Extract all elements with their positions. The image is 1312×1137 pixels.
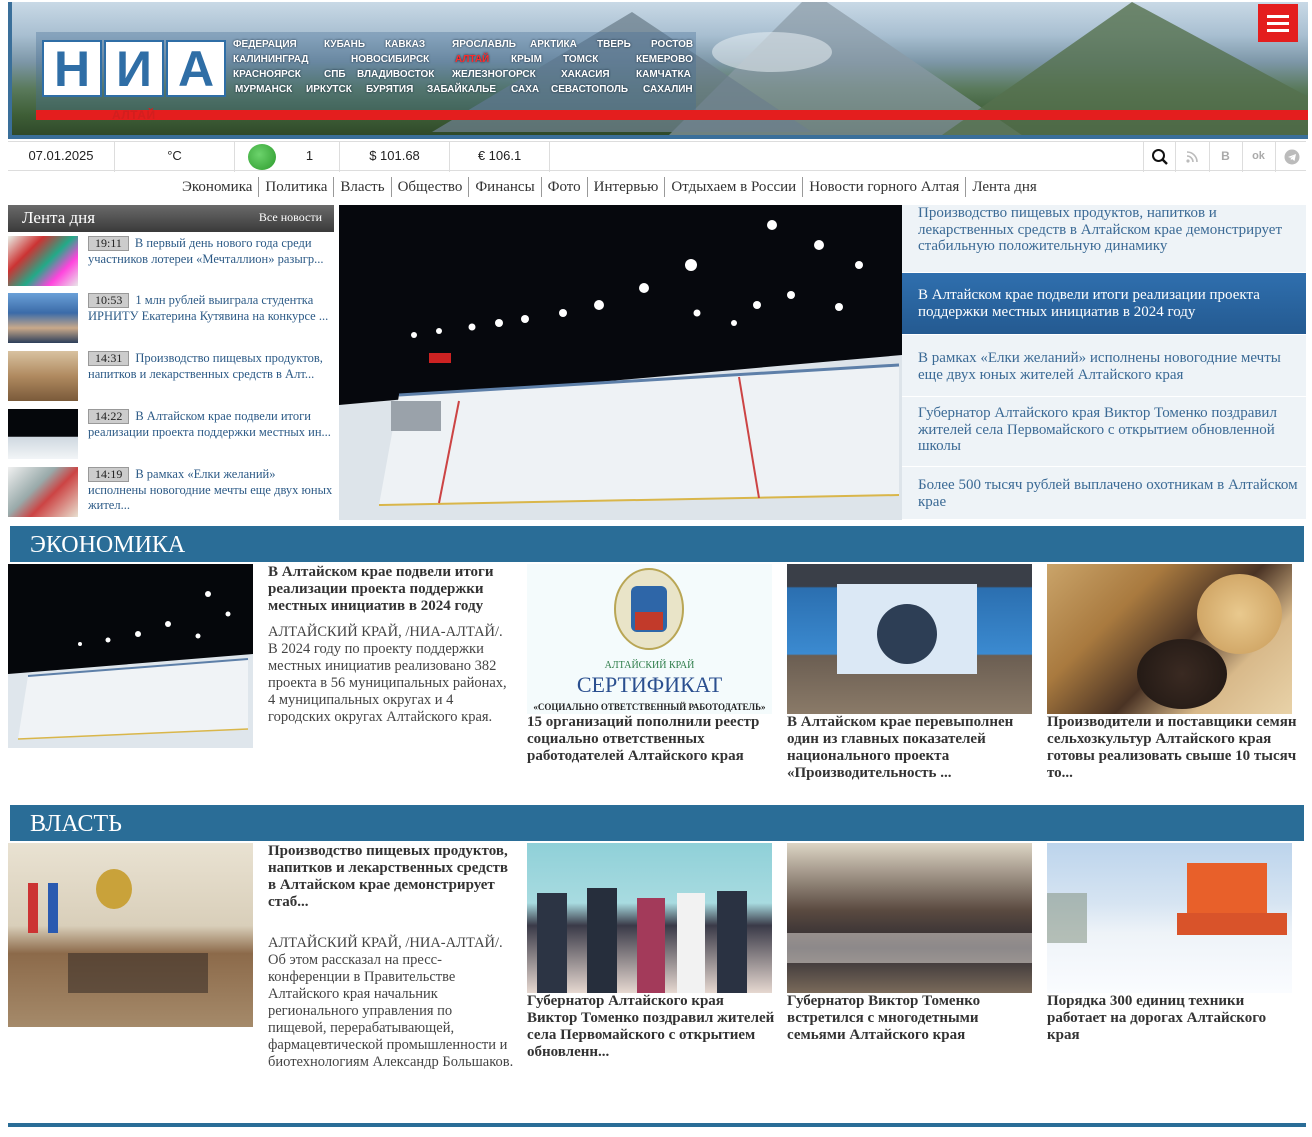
card-image[interactable] bbox=[787, 564, 1032, 714]
section-header-economy[interactable]: ЭКОНОМИКА bbox=[10, 526, 1304, 562]
hero-headlines bbox=[902, 205, 1306, 520]
news-feed-title: Лента дня bbox=[22, 208, 96, 227]
usd-rate: $ 101.68 bbox=[340, 142, 450, 172]
city-link[interactable]: КЕМЕРОВО bbox=[636, 54, 693, 65]
news-feed-text[interactable]: В первый день нового года среди участников лотереи «Мечталлион» разыгр... bbox=[88, 236, 324, 266]
city-link[interactable]: КАМЧАТКА bbox=[636, 69, 691, 80]
nav-altai-news[interactable]: Новости горного Алтая bbox=[803, 177, 966, 197]
city-link[interactable]: ЗАБАЙКАЛЬЕ bbox=[427, 84, 497, 95]
logo-letter-1[interactable]: Н bbox=[42, 40, 102, 97]
all-news-link[interactable]: Все новости bbox=[258, 210, 322, 224]
card-title[interactable]: В Алтайском крае перевыполнен один из главных показателей национального проекта «Производительность ... bbox=[787, 714, 1014, 781]
nav-power[interactable]: Власть bbox=[334, 177, 391, 197]
news-feed-item[interactable] bbox=[8, 409, 334, 461]
hero-headline[interactable]: Производство пищевых продуктов, напитков и лекарственных средств в Алтайском крае демонстрирует стабильную положительную динамику bbox=[902, 205, 1306, 273]
city-link[interactable]: ЖЕЛЕЗНОГОРСК bbox=[452, 69, 536, 80]
main-nav bbox=[176, 177, 1043, 199]
news-feed-header bbox=[8, 205, 334, 232]
news-feed-item[interactable] bbox=[8, 293, 334, 345]
lead-article-image[interactable] bbox=[8, 843, 253, 1027]
news-feed-text[interactable]: В рамках «Елки желаний» исполнены новогодние мечты еще двух юных жител... bbox=[88, 467, 333, 512]
news-time: 14:22 bbox=[88, 409, 129, 424]
city-link[interactable]: ХАКАСИЯ bbox=[561, 69, 610, 80]
city-link[interactable]: СЕВАСТОПОЛЬ bbox=[551, 84, 629, 95]
lead-article-title[interactable]: В Алтайском крае подвели итоги реализации проекта поддержки местных инициатив в 2024 году bbox=[268, 564, 494, 614]
certificate-title: СЕРТИФИКАТ bbox=[576, 672, 723, 697]
city-link[interactable]: АРКТИКА bbox=[530, 39, 577, 50]
nav-photo[interactable]: Фото bbox=[542, 177, 588, 197]
card-title[interactable]: Порядка 300 единиц техники работает на дорогах Алтайского края bbox=[1047, 993, 1267, 1043]
news-feed-item[interactable] bbox=[8, 236, 334, 288]
nav-society[interactable]: Общество bbox=[392, 177, 470, 197]
section-header-power[interactable]: ВЛАСТЬ bbox=[10, 805, 1304, 841]
temperature: °C bbox=[115, 142, 235, 172]
news-feed-item[interactable] bbox=[8, 467, 334, 519]
news-feed-text[interactable]: 1 млн рублей выиграла студентка ИРНИТУ Екатерина Кутявина на конкурсе ... bbox=[88, 293, 329, 323]
news-time: 14:19 bbox=[88, 467, 129, 482]
city-link[interactable]: ФЕДЕРАЦИЯ bbox=[233, 39, 297, 50]
nav-economy[interactable]: Экономика bbox=[176, 177, 259, 197]
city-link[interactable]: ТОМСК bbox=[563, 54, 599, 65]
nav-interview[interactable]: Интервью bbox=[588, 177, 666, 197]
lead-article-title[interactable]: Производство пищевых продуктов, напитков и лекарственных средств в Алтайском крае демонстрирует стаб... bbox=[268, 843, 508, 910]
eur-rate: € 106.1 bbox=[450, 142, 550, 172]
news-thumbnail[interactable] bbox=[8, 351, 78, 401]
card-image[interactable] bbox=[1047, 843, 1292, 993]
lead-article-image[interactable] bbox=[8, 564, 253, 748]
logo-letter-3[interactable]: А bbox=[166, 40, 226, 97]
city-link[interactable]: КУБАНЬ bbox=[324, 39, 366, 50]
nav-finance[interactable]: Финансы bbox=[469, 177, 541, 197]
news-feed-text[interactable]: Производство пищевых продуктов, напитков и лекарственных средств в Алт... bbox=[88, 351, 323, 381]
section-divider bbox=[8, 1123, 1306, 1127]
city-link[interactable]: КАЛИНИНГРАД bbox=[233, 54, 309, 65]
weather-icon bbox=[248, 144, 276, 170]
card-image[interactable] bbox=[527, 843, 772, 993]
weather-value: 1 bbox=[280, 142, 340, 172]
ok-icon[interactable]: ok bbox=[1242, 142, 1274, 172]
news-time: 14:31 bbox=[88, 351, 129, 366]
telegram-icon[interactable] bbox=[1275, 142, 1307, 172]
nav-politics[interactable]: Политика bbox=[259, 177, 334, 197]
hero-headline[interactable]: Губернатор Алтайского края Виктор Томенко поздравил жителей села Первомайского с открытием обновленной школы bbox=[902, 397, 1306, 467]
header-banner bbox=[8, 2, 1308, 139]
rss-icon[interactable] bbox=[1175, 142, 1207, 172]
news-feed-item[interactable] bbox=[8, 351, 334, 403]
card-image[interactable] bbox=[787, 843, 1032, 993]
city-link[interactable]: КРАСНОЯРСК bbox=[233, 69, 301, 80]
brand-stripe bbox=[36, 110, 1308, 120]
city-link[interactable]: КРЫМ bbox=[511, 54, 542, 65]
news-thumbnail[interactable] bbox=[8, 236, 78, 286]
city-link[interactable]: СПБ bbox=[324, 69, 346, 80]
certificate-subtitle: «СОЦИАЛЬНО ОТВЕТСТВЕННЫЙ РАБОТОДАТЕЛЬ» bbox=[533, 702, 766, 712]
city-link[interactable]: РОСТОВ bbox=[651, 39, 694, 50]
city-link[interactable]: ТВЕРЬ bbox=[597, 39, 631, 50]
card-title[interactable]: Производители и поставщики семян сельхозкультур Алтайского края готовы реализовать свыше 10 тысяч то... bbox=[1047, 714, 1297, 781]
news-feed-text[interactable]: В Алтайском крае подвели итоги реализации проекта поддержки местных ин... bbox=[88, 409, 331, 439]
hamburger-menu-button[interactable] bbox=[1258, 4, 1298, 42]
lead-article-text: АЛТАЙСКИЙ КРАЙ, /НИА-АЛТАЙ/. Об этом рассказал на пресс-конференции в Правительстве Алтайского края начальник регионального управления по пищевой, перерабатывающей, фармацевтической промышленности и биотехнологиям Александр Большаков. bbox=[268, 935, 514, 1070]
info-bar bbox=[8, 141, 1306, 171]
current-date: 07.01.2025 bbox=[8, 142, 115, 172]
lead-article-text: АЛТАЙСКИЙ КРАЙ, /НИА-АЛТАЙ/. В 2024 году по проекту поддержки местных инициатив реализовано 382 проекта в 56 муниципальных районах, 4 муниципальных округах и 4 городских округах Алтайского края. bbox=[268, 624, 507, 725]
card-image[interactable] bbox=[527, 564, 772, 714]
city-link[interactable]: БУРЯТИЯ bbox=[366, 84, 414, 95]
nav-travel[interactable]: Отдыхаем в России bbox=[665, 177, 803, 197]
city-link[interactable]: МУРМАНСК bbox=[235, 84, 293, 95]
city-link[interactable]: КАВКАЗ bbox=[385, 39, 426, 50]
hero-headline[interactable]: В рамках «Елки желаний» исполнены новогодние мечты еще двух юных жителей Алтайского края bbox=[902, 335, 1306, 397]
news-thumbnail[interactable] bbox=[8, 467, 78, 517]
vk-icon[interactable]: В bbox=[1209, 142, 1241, 172]
news-thumbnail[interactable] bbox=[8, 293, 78, 343]
city-link[interactable]: САХА bbox=[511, 84, 540, 95]
city-link[interactable]: НОВОСИБИРСК bbox=[351, 54, 430, 65]
hero-headline-active[interactable]: В Алтайском крае подвели итоги реализации проекта поддержки местных инициатив в 2024 году bbox=[902, 273, 1306, 335]
logo-letter-2[interactable]: И bbox=[104, 40, 164, 97]
certificate-region: АЛТАЙСКИЙ КРАЙ bbox=[604, 660, 695, 671]
nav-feed[interactable]: Лента дня bbox=[972, 179, 1037, 195]
city-link[interactable]: САХАЛИН bbox=[643, 84, 693, 95]
city-link[interactable]: ВЛАДИВОСТОК bbox=[357, 69, 435, 80]
news-time: 19:11 bbox=[88, 236, 129, 251]
city-link[interactable]: ИРКУТСК bbox=[306, 84, 352, 95]
search-icon[interactable] bbox=[1143, 142, 1175, 172]
card-title[interactable]: Губернатор Алтайского края Виктор Томенко поздравил жителей села Первомайского с открытием обновленн... bbox=[527, 993, 775, 1060]
logo-region: АЛТАЙ bbox=[112, 108, 156, 122]
card-title[interactable]: Губернатор Виктор Томенко встретился с многодетными семьями Алтайского края bbox=[787, 993, 981, 1043]
news-time: 10:53 bbox=[88, 293, 129, 308]
card-image[interactable] bbox=[1047, 564, 1292, 714]
hero-headline[interactable]: Более 500 тысяч рублей выплачено охотникам в Алтайском крае bbox=[902, 467, 1306, 520]
news-thumbnail[interactable] bbox=[8, 409, 78, 459]
city-link[interactable]: ЯРОСЛАВЛЬ bbox=[452, 39, 516, 50]
card-title[interactable]: 15 организаций пополнили реестр социально ответственных работодателей Алтайского края bbox=[527, 714, 760, 764]
city-link[interactable]: АЛТАЙ bbox=[455, 54, 490, 65]
hero-image[interactable] bbox=[339, 205, 902, 520]
